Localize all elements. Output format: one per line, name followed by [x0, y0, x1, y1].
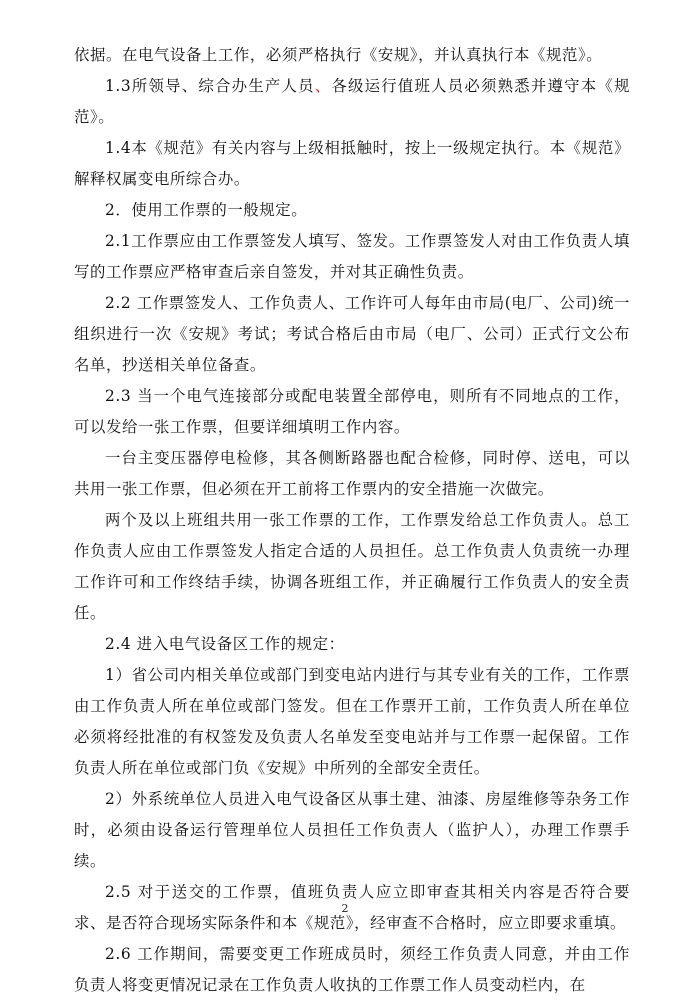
paragraph: 2.3 当一个电气连接部分或配电装置全部停电，则所有不同地点的工作，可以发给一张工作票，但要详细填明工作内容。 — [74, 387, 630, 436]
paragraph-text: 各级运行值班人员必须熟悉并遵守本《规范》。 — [74, 77, 630, 126]
paragraph: 两个及以上班组共用一张工作票的工作，工作票发给总工作负责人。总工作负责人应由工作票签发人指定合适的人员担任。总工作负责人负责统一办理工作许可和工作终结手续，协调各班组工作，并正确履行工作负责人的安全责任。 — [74, 511, 630, 622]
paragraph: 一台主变压器停电检修，其各侧断路器也配合检修，同时停、送电，可以共用一张工作票，但必须在开工前将工作票内的安全措施一次做完。 — [74, 449, 630, 498]
paragraph-text: 1.3所领导、综合办生产人员 — [105, 77, 315, 95]
paragraph: 2.6 工作期间，需要变更工作班成员时，须经工作负责人同意，并由工作负责人将变更情况记录在工作负责人收执的工作票工作人员变动栏内，在 — [74, 945, 630, 994]
paragraph: 依据。在电气设备上工作，必须严格执行《安规》，并认真执行本《规范》。 — [74, 46, 603, 64]
paragraph: 2）外系统单位人员进入电气设备区从事土建、油漆、房屋维修等杂务工作时，必须由设备运行管理单位人员担任工作负责人（监护人），办理工作票手续。 — [74, 790, 630, 870]
paragraph: 2.5 对于送交的工作票，值班负责人应立即审查其相关内容是否符合要求、是否符合现场实际条件和本《规范》，经审查不合格时，应立即要求重填。 — [74, 883, 630, 932]
paragraph: 2.2 工作票签发人、工作负责人、工作许可人每年由市局(电厂、公司)统一组织进行一次《安规》考试；考试合格后由市局（电厂、公司）正式行文公布名单，抄送相关单位备查。 — [74, 294, 630, 374]
paragraph: 1）省公司内相关单位或部门到变电站内进行与其专业有关的工作，工作票由工作负责人所在单位或部门签发。但在工作票开工前，工作负责人所在单位必须将经批准的有权签发及负责人名单发至变电站并与工作票一起保留。工作负责人所在单位或部门负《安规》中所列的全部安全责任。 — [74, 666, 630, 777]
document-body — [74, 40, 630, 1001]
paragraph — [74, 71, 630, 133]
page-number: 2 — [341, 902, 349, 915]
section-heading: 2．使用工作票的一般规定。 — [105, 201, 308, 219]
paragraph: 2.1工作票应由工作票签发人填写、签发。工作票签发人对由工作负责人填写的工作票应严格审查后亲自签发，并对其正确性负责。 — [74, 232, 630, 281]
paragraph: 2.4 进入电气设备区工作的规定： — [105, 635, 345, 653]
paragraph: 1.4本《规范》有关内容与上级相抵触时，按上一级规定执行。本《规范》解释权属变电所综合办。 — [74, 139, 630, 188]
red-mark: 、 — [314, 77, 332, 95]
